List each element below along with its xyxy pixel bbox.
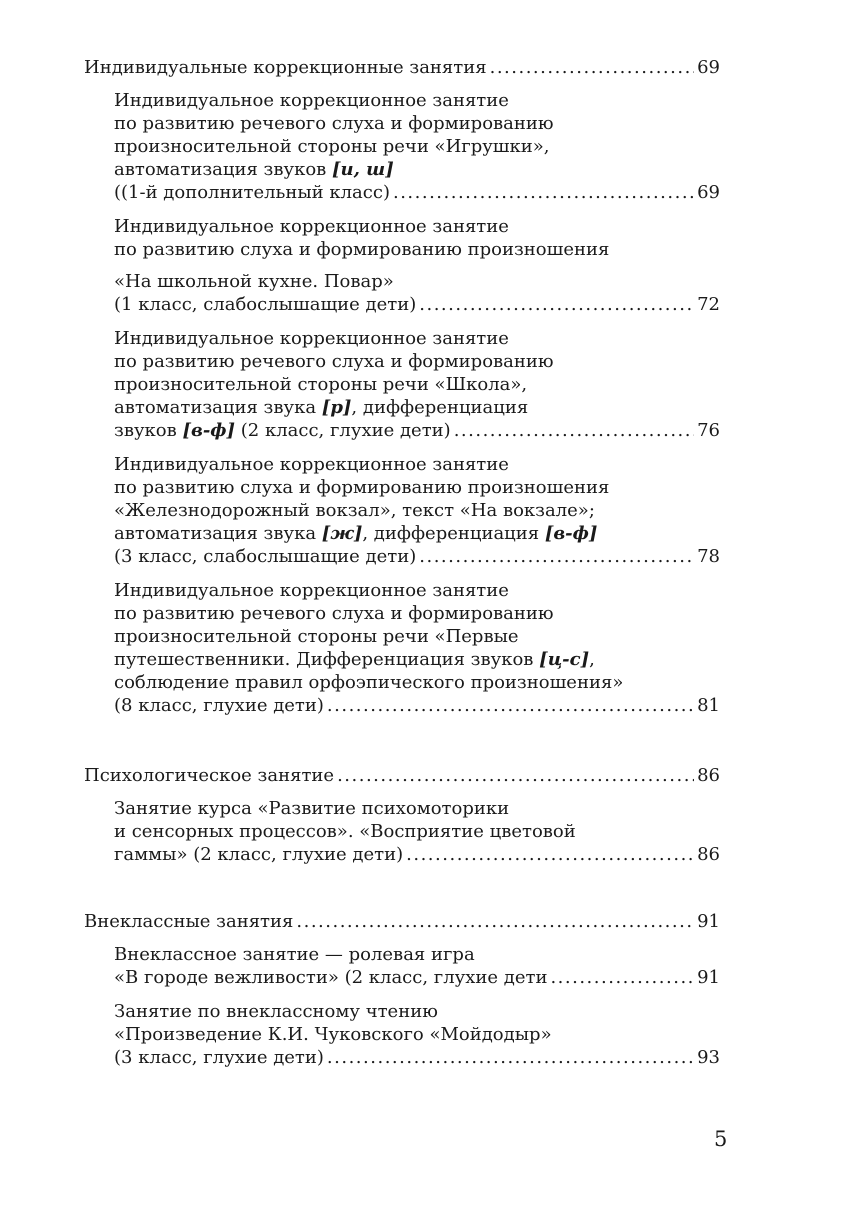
entry-text: (8 класс, глухие дети) [114,695,324,716]
entry-last-line [84,545,720,568]
entry-last-line [84,843,720,866]
dot-leader [296,910,694,933]
entry-line [84,396,720,419]
entry-text: путешественники. Дифференциация звуков [114,649,540,670]
page-ref: 86 [697,765,720,786]
toc-section-individual[interactable] [84,56,720,79]
entry-line: по развитию слуха и формированию произношения [114,477,610,498]
sound-notation: [ц-с] [539,649,590,670]
entry-line: и сенсорных процессов». «Восприятие цветовой [114,821,576,842]
dot-leader [419,545,694,568]
entry-text: звуков [114,420,183,441]
entry-line: Индивидуальное коррекционное занятие [114,328,509,349]
entry-text: (1 класс, слабослышащие дети) [114,294,417,315]
entry-last-line [84,694,720,717]
page-ref: 91 [697,967,720,988]
entry-last-line [84,419,720,442]
sound-notation: [в-ф] [182,420,236,441]
toc-entry[interactable] [84,1000,720,1069]
page-ref: 91 [697,911,720,932]
entry-text: , дифференциация [351,397,529,418]
page-ref: 78 [697,546,720,567]
entry-text: гаммы» (2 класс, глухие дети) [114,844,404,865]
toc-entry[interactable] [84,215,720,316]
toc-entry[interactable] [84,943,720,989]
entry-last-line [84,181,720,204]
entry-text: (2 класс, глухие дети) [235,420,451,441]
section-title: Внеклассные занятия [84,911,294,932]
toc-entry[interactable] [84,579,720,717]
toc-section-extracurricular[interactable] [84,910,720,933]
entry-text: ((1-й дополнительный класс) [114,182,390,203]
entry-line: произносительной стороны речи «Игрушки», [114,136,550,157]
page-ref: 81 [697,695,720,716]
sound-notation: [ж] [321,523,363,544]
entry-line: Внеклассное занятие — ролевая игра [114,944,475,965]
entry-line [84,648,720,671]
entry-line: по развитию слуха и формированию произношения [114,239,610,260]
entry-text: автоматизация звуков [114,159,333,180]
toc-entry[interactable] [84,453,720,568]
entry-line: Индивидуальное коррекционное занятие [114,454,509,475]
toc-entry[interactable] [84,327,720,442]
dot-leader [454,419,694,442]
table-of-contents [84,56,720,1069]
dot-leader [419,293,694,316]
dot-leader [393,181,694,204]
toc-section-psychological[interactable] [84,764,720,787]
sound-notation: [р] [321,397,352,418]
entry-line: соблюдение правил орфоэпического произношения» [114,672,624,693]
entry-text: «В городе вежливости» (2 класс, глухие дети [114,967,548,988]
entry-text [114,419,451,442]
page-ref: 93 [697,1047,720,1068]
entry-line: по развитию речевого слуха и формированию [114,603,554,624]
dot-leader [337,764,694,787]
entry-line: «Произведение К.И. Чуковского «Мойдодыр» [114,1024,552,1045]
toc-entry[interactable] [84,89,720,204]
page-ref: 86 [697,844,720,865]
entry-text: , дифференциация [362,523,545,544]
entry-line: Занятие по внеклассному чтению [114,1001,438,1022]
entry-line: «Железнодорожный вокзал», текст «На вокзале»; [114,500,595,521]
dot-leader [327,694,694,717]
entry-line: «На школьной кухне. Повар» [114,271,394,292]
page-number: 5 [714,1127,728,1151]
dot-leader [550,966,694,989]
dot-leader [490,56,695,79]
page-ref: 69 [697,57,720,78]
entry-text: (3 класс, слабослышащие дети) [114,546,417,567]
entry-line: Индивидуальное коррекционное занятие [114,216,509,237]
page-ref: 72 [697,294,720,315]
sound-notation: [в-ф] [544,523,598,544]
entry-line: Индивидуальное коррекционное занятие [114,580,509,601]
entry-text: , [589,649,595,670]
entry-text: автоматизация звука [114,397,322,418]
sound-notation: [и, ш] [332,159,394,180]
entry-text: автоматизация звука [114,523,322,544]
entry-line: по развитию речевого слуха и формированию [114,351,554,372]
entry-line: по развитию речевого слуха и формированию [114,113,554,134]
dot-leader [406,843,694,866]
entry-text: (3 класс, глухие дети) [114,1047,324,1068]
entry-line: Занятие курса «Развитие психомоторики [114,798,510,819]
entry-line: Индивидуальное коррекционное занятие [114,90,509,111]
entry-line [84,158,720,181]
page-ref: 76 [697,420,720,441]
entry-last-line [84,966,720,989]
section-title: Психологическое занятие [84,765,335,786]
entry-line: произносительной стороны речи «Первые [114,626,519,647]
entry-last-line [84,1046,720,1069]
entry-last-line [84,293,720,316]
toc-entry[interactable] [84,797,720,866]
dot-leader [327,1046,694,1069]
entry-line: произносительной стороны речи «Школа», [114,374,528,395]
section-title: Индивидуальные коррекционные занятия [84,57,487,78]
page-ref: 69 [697,182,720,203]
entry-line [84,522,720,545]
